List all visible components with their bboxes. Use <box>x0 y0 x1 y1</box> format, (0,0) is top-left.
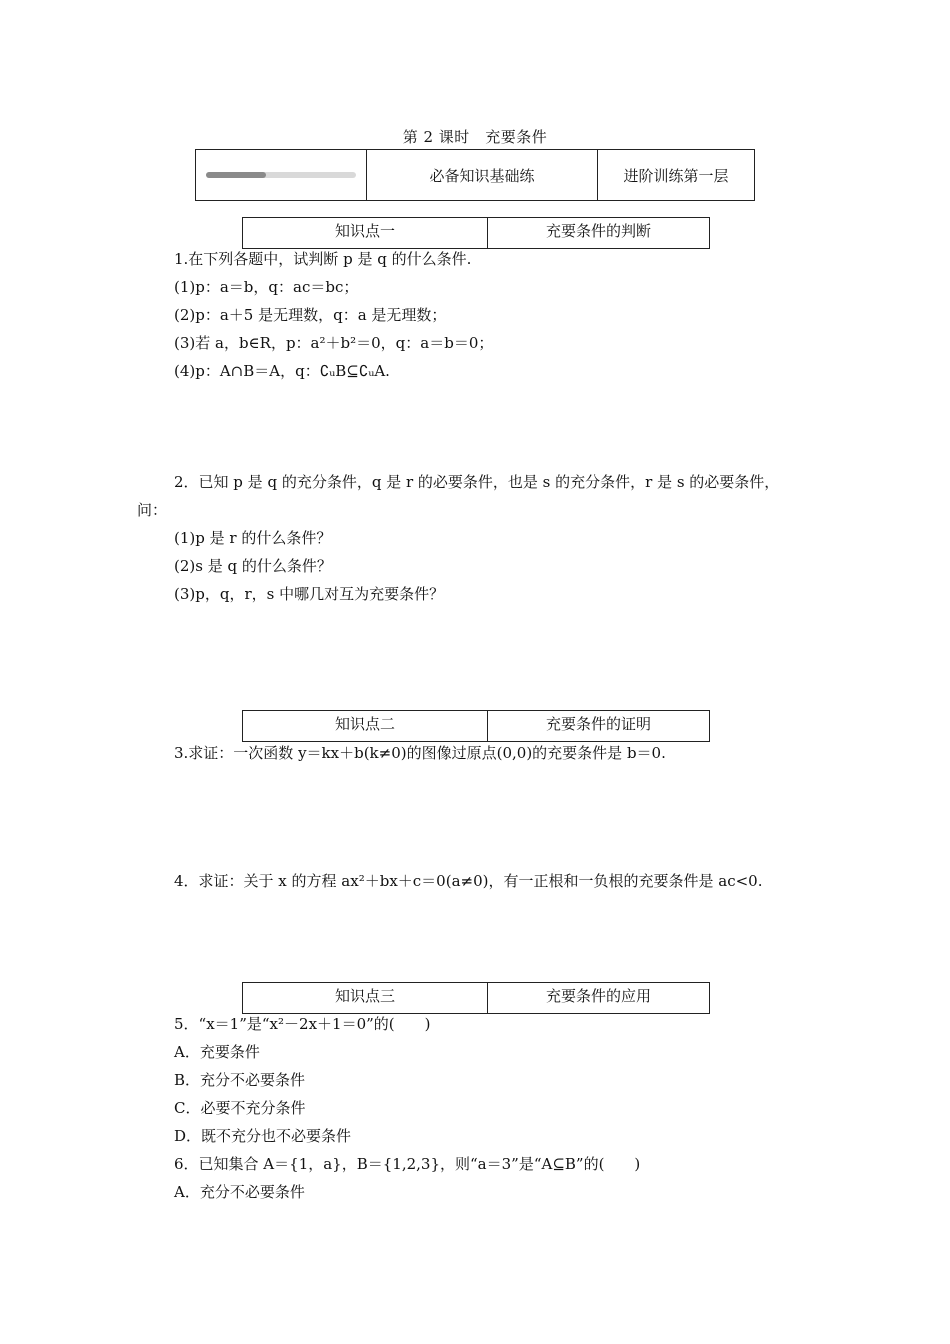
progress-fill <box>206 172 266 178</box>
question-6-stem: 6．已知集合 A＝{1，a}，B＝{1,2,3}，则“a＝3”是“A⊆B”的( ) <box>174 1155 641 1173</box>
question-5-stem: 5．“x＝1”是“x²－2x＋1＝0”的( ) <box>174 1015 431 1033</box>
section-label: 知识点三 <box>243 983 488 1013</box>
question-1-stem: 1.在下列各题中，试判断 p 是 q 的什么条件. <box>174 250 472 268</box>
section-topic: 充要条件的证明 <box>545 715 651 733</box>
section-label: 知识点一 <box>243 218 488 248</box>
question-5-option: A．充要条件 <box>174 1043 260 1061</box>
section-box-1 <box>242 217 710 249</box>
question-1-item: (2)p：a＋5 是无理数，q：a 是无理数； <box>174 306 447 324</box>
section-box-3 <box>242 982 710 1014</box>
progress-bar <box>206 172 356 178</box>
question-1-item: (4)p：A∩B＝A，q：∁ᵤB⊆∁ᵤA. <box>174 362 390 380</box>
header-table <box>195 149 755 201</box>
section-topic: 充要条件的判断 <box>545 222 651 240</box>
question-5-option: D．既不充分也不必要条件 <box>174 1127 352 1145</box>
question-2-item: (1)p 是 r 的什么条件？ <box>174 529 332 547</box>
question-2-item: (2)s 是 q 的什么条件？ <box>174 557 332 575</box>
question-4-stem: 4．求证：关于 x 的方程 ax²＋bx＋c＝0(a≠0)，有一正根和一负根的充要条件是 ac<0. <box>174 872 763 890</box>
question-1-item: (1)p：a＝b，q：ac＝bc； <box>174 278 359 296</box>
header-advanced-practice: 进阶训练第一层 <box>598 150 755 201</box>
lesson-title: 第 2 课时 充要条件 <box>402 128 548 146</box>
question-1-item: (3)若 a，b∈R，p：a²＋b²＝0，q：a＝b＝0； <box>174 334 494 352</box>
section-label: 知识点二 <box>243 711 488 741</box>
question-2-stem-cont: 问： <box>137 501 168 519</box>
question-6-option: A．充分不必要条件 <box>174 1183 305 1201</box>
question-5-option: C．必要不充分条件 <box>174 1099 306 1117</box>
question-5-option: B．充分不必要条件 <box>174 1071 306 1089</box>
section-box-2 <box>242 710 710 742</box>
question-2-stem: 2．已知 p 是 q 的充分条件，q 是 r 的必要条件，也是 s 的充分条件，r 是 s 的必要条件， <box>174 473 780 491</box>
progress-cell <box>196 150 367 201</box>
section-topic: 充要条件的应用 <box>545 987 651 1005</box>
question-3-stem: 3.求证：一次函数 y＝kx＋b(k≠0)的图像过原点(0,0)的充要条件是 b＝0. <box>174 744 666 762</box>
question-2-item: (3)p，q，r，s 中哪几对互为充要条件？ <box>174 585 445 603</box>
header-basic-practice: 必备知识基础练 <box>367 150 598 201</box>
